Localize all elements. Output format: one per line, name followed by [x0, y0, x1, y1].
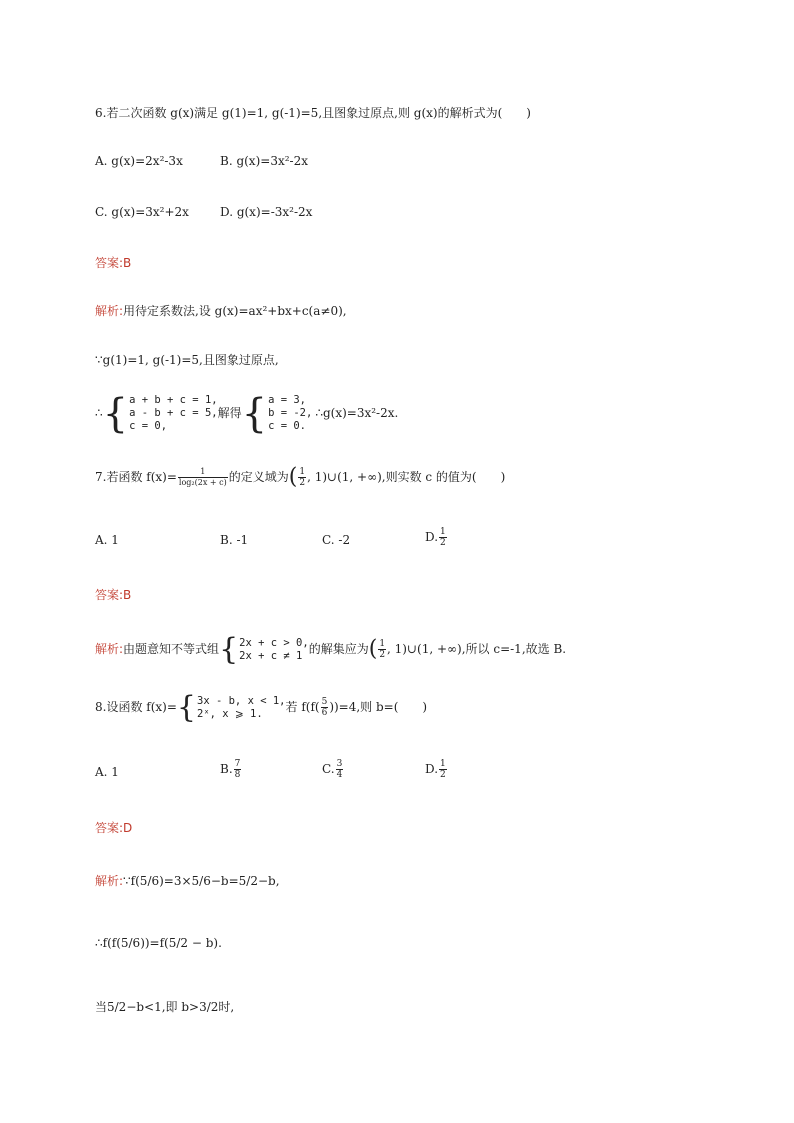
q6-conclusion: ∴g(x)=3x²-2x. — [315, 406, 399, 420]
q8-option-a: A. 1 — [95, 765, 119, 779]
q8-stem: 8.设函数 f(x)={ 3x - b, x < 1, 2ˣ, x ⩾ 1. 若 f(f( $\frac{5}{6}$ ))=4,则 b=( ) — [95, 689, 428, 725]
q8-option-b: B. $\frac{7}{8}$ — [220, 759, 241, 780]
q6-option-d: D. g(x)=-3x²-2x — [220, 205, 313, 219]
left-brace: { — [219, 631, 239, 667]
q7-interval-fraction: $\frac{1}{2}$ — [299, 467, 306, 488]
q7-fraction: $\frac{1}{\text{log₂(2x + c)}}$ — [178, 467, 227, 487]
q6-analysis-text-1: 用待定系数法,设 g(x)=ax²+bx+c(a≠0), — [123, 304, 347, 318]
q8-option-c: C. $\frac{3}{4}$ — [322, 759, 343, 780]
q7-option-b: B. -1 — [220, 533, 249, 547]
q7-option-a: A. 1 — [95, 533, 119, 547]
q6-option-b: B. g(x)=3x²-2x — [220, 154, 308, 168]
q7-option-d: D. $\frac{1}{2}$ — [425, 527, 446, 548]
q6-analysis-line-1 — [95, 302, 347, 320]
left-brace: { — [241, 390, 268, 437]
q8-option-d: D. $\frac{1}{2}$ — [425, 759, 446, 780]
left-brace: { — [176, 689, 196, 725]
q6-option-c: C. g(x)=3x²+2x — [95, 205, 189, 219]
q8-analysis-line-2: ∴f(f(5/6))=f(5/2 − b). — [95, 936, 222, 950]
q6-system-2: a = 3, b = -2, c = 0. — [268, 394, 313, 432]
q8-answer: 答案:D — [95, 821, 133, 835]
q6-analysis-label: 解析: — [95, 304, 124, 318]
q6-system-line — [95, 390, 399, 437]
q6-system-1: a + b + c = 1, a - b + c = 5, c = 0, — [129, 394, 218, 432]
q7-analysis-label: 解析: — [95, 642, 124, 656]
q6-stem: 6.若二次函数 g(x)满足 g(1)=1, g(-1)=5,且图象过原点,则 g(x)的解析式为( ) — [95, 106, 531, 120]
q6-answer: 答案:B — [95, 256, 132, 270]
q7-answer: 答案:B — [95, 588, 132, 602]
q7-option-c: C. -2 — [322, 533, 351, 547]
q8-piecewise: 3x - b, x < 1, 2ˣ, x ⩾ 1. — [197, 694, 286, 720]
q8-analysis-label: 解析: — [95, 874, 124, 888]
q8-analysis-line-3: 当5/2−b<1,即 b>3/2时, — [95, 1000, 235, 1014]
q6-option-a: A. g(x)=2x²-3x — [95, 154, 183, 168]
therefore-symbol: ∴ — [95, 406, 103, 420]
q8-fraction: $\frac{5}{6}$ — [321, 697, 328, 718]
q7-analysis: 解析:由题意知不等式组{ 2x + c > 0, 2x + c ≠ 1 的解集应为( $\frac{1}{2}$ , 1)∪(1, +∞),所以 c=-1,故选 B. — [95, 631, 567, 667]
q6-analysis-line-2: ∵g(1)=1, g(-1)=5,且图象过原点, — [95, 353, 279, 367]
q8-analysis-line-1: 解析:∵f(5/6)=3×5/6−b=5/2−b, — [95, 874, 280, 888]
q6-solve-word: 解得 — [217, 406, 242, 420]
q7-system: 2x + c > 0, 2x + c ≠ 1 — [239, 636, 309, 662]
q7-stem: 7.若函数 f(x)= $\frac{1}{\text{log₂(2x + c)}}$ 的定义域为( $\frac{1}{2}$ , 1)∪(1, +∞),则实数 c 的值为( ) — [95, 464, 506, 490]
left-brace: { — [102, 390, 129, 437]
